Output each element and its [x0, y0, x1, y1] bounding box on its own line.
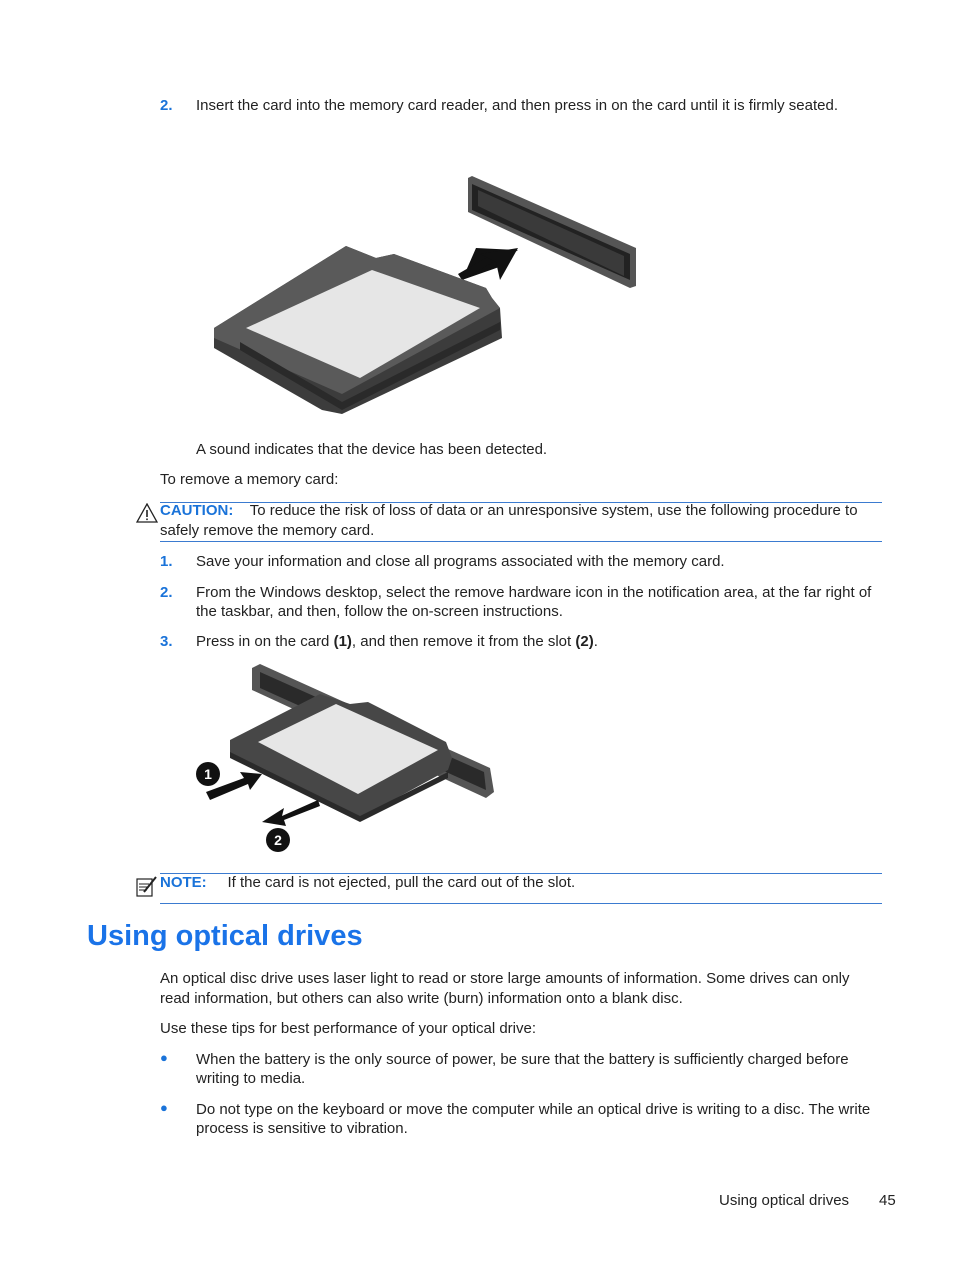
note-icon: [135, 874, 159, 898]
tips-intro-text: Use these tips for best performance of your optical drive:: [160, 1020, 537, 1037]
bullet-text: Do not type on the keyboard or move the computer while an optical drive is writing to a disc. The write process is sensitive to vibration.: [196, 1101, 871, 1137]
step-number: 1.: [160, 553, 173, 570]
remove-card-illustration: [190, 660, 510, 860]
note-block: [160, 873, 882, 893]
page-number: 45: [879, 1192, 896, 1209]
remove-intro-text: To remove a memory card:: [160, 471, 339, 488]
optical-intro-text: An optical disc drive uses laser light to read or store large amounts of information. Some drives can only read information, but others can also write (burn) information onto a blank disc.: [160, 970, 850, 1007]
callout-2-text: 2: [274, 832, 282, 848]
insert-card-illustration: [200, 170, 650, 420]
detected-text: A sound indicates that the device has been detected.: [196, 441, 548, 458]
note-bottom-rule: [160, 903, 882, 904]
caution-icon: [136, 503, 158, 523]
footer-section: Using optical drives: [719, 1192, 850, 1209]
memory-card-image: [214, 246, 502, 414]
remove-step-1: [160, 552, 882, 571]
step3-callout-2: (2): [575, 633, 594, 650]
section-title: Using optical drives: [87, 920, 363, 952]
insert-arrow-icon: [458, 248, 518, 280]
bullet-item: [160, 1100, 882, 1138]
step-number: 2.: [160, 584, 173, 601]
caution-bottom-rule: [160, 541, 882, 542]
step3-callout-1: (1): [333, 633, 352, 650]
step3-pre: Press in on the card: [196, 633, 334, 650]
step-number: 3.: [160, 633, 173, 650]
insert-step: [160, 96, 882, 115]
bullet-dot-icon: ●: [160, 1100, 168, 1115]
callout-1-text: 1: [204, 766, 212, 782]
bullet-text: When the battery is the only source of power, be sure that the battery is sufficiently charged before writing to media.: [196, 1051, 849, 1087]
step-number: 2.: [160, 97, 173, 114]
card-slot-image: [468, 176, 636, 288]
note-text: If the card is not ejected, pull the card out of the slot.: [227, 874, 576, 891]
remove-step-2: [160, 583, 882, 621]
remove-arrow-icon: [262, 800, 320, 826]
caution-label: CAUTION:: [160, 502, 234, 519]
remove-step-3: [160, 632, 882, 651]
step3-post: .: [593, 633, 598, 650]
memory-card-image: [230, 694, 452, 822]
step3-mid: , and then remove it from the slot: [351, 633, 576, 650]
note-label: NOTE:: [160, 874, 207, 891]
step-text: [196, 632, 882, 651]
step-text: Insert the card into the memory card reader, and then press in on the card until it is firmly seated.: [196, 97, 838, 114]
bullet-dot-icon: ●: [160, 1050, 168, 1065]
callout-2-badge: [266, 828, 290, 852]
callout-1-badge: [196, 762, 220, 786]
caution-block: [160, 501, 882, 541]
bullet-item: [160, 1050, 882, 1088]
step-text: Save your information and close all programs associated with the memory card.: [196, 553, 725, 570]
caution-text: To reduce the risk of loss of data or an unresponsive system, use the following procedure to safely remove the memory card.: [160, 502, 858, 539]
step-text: From the Windows desktop, select the remove hardware icon in the notification area, at the far right of the taskbar, and then, follow the on-screen instructions.: [196, 584, 872, 620]
